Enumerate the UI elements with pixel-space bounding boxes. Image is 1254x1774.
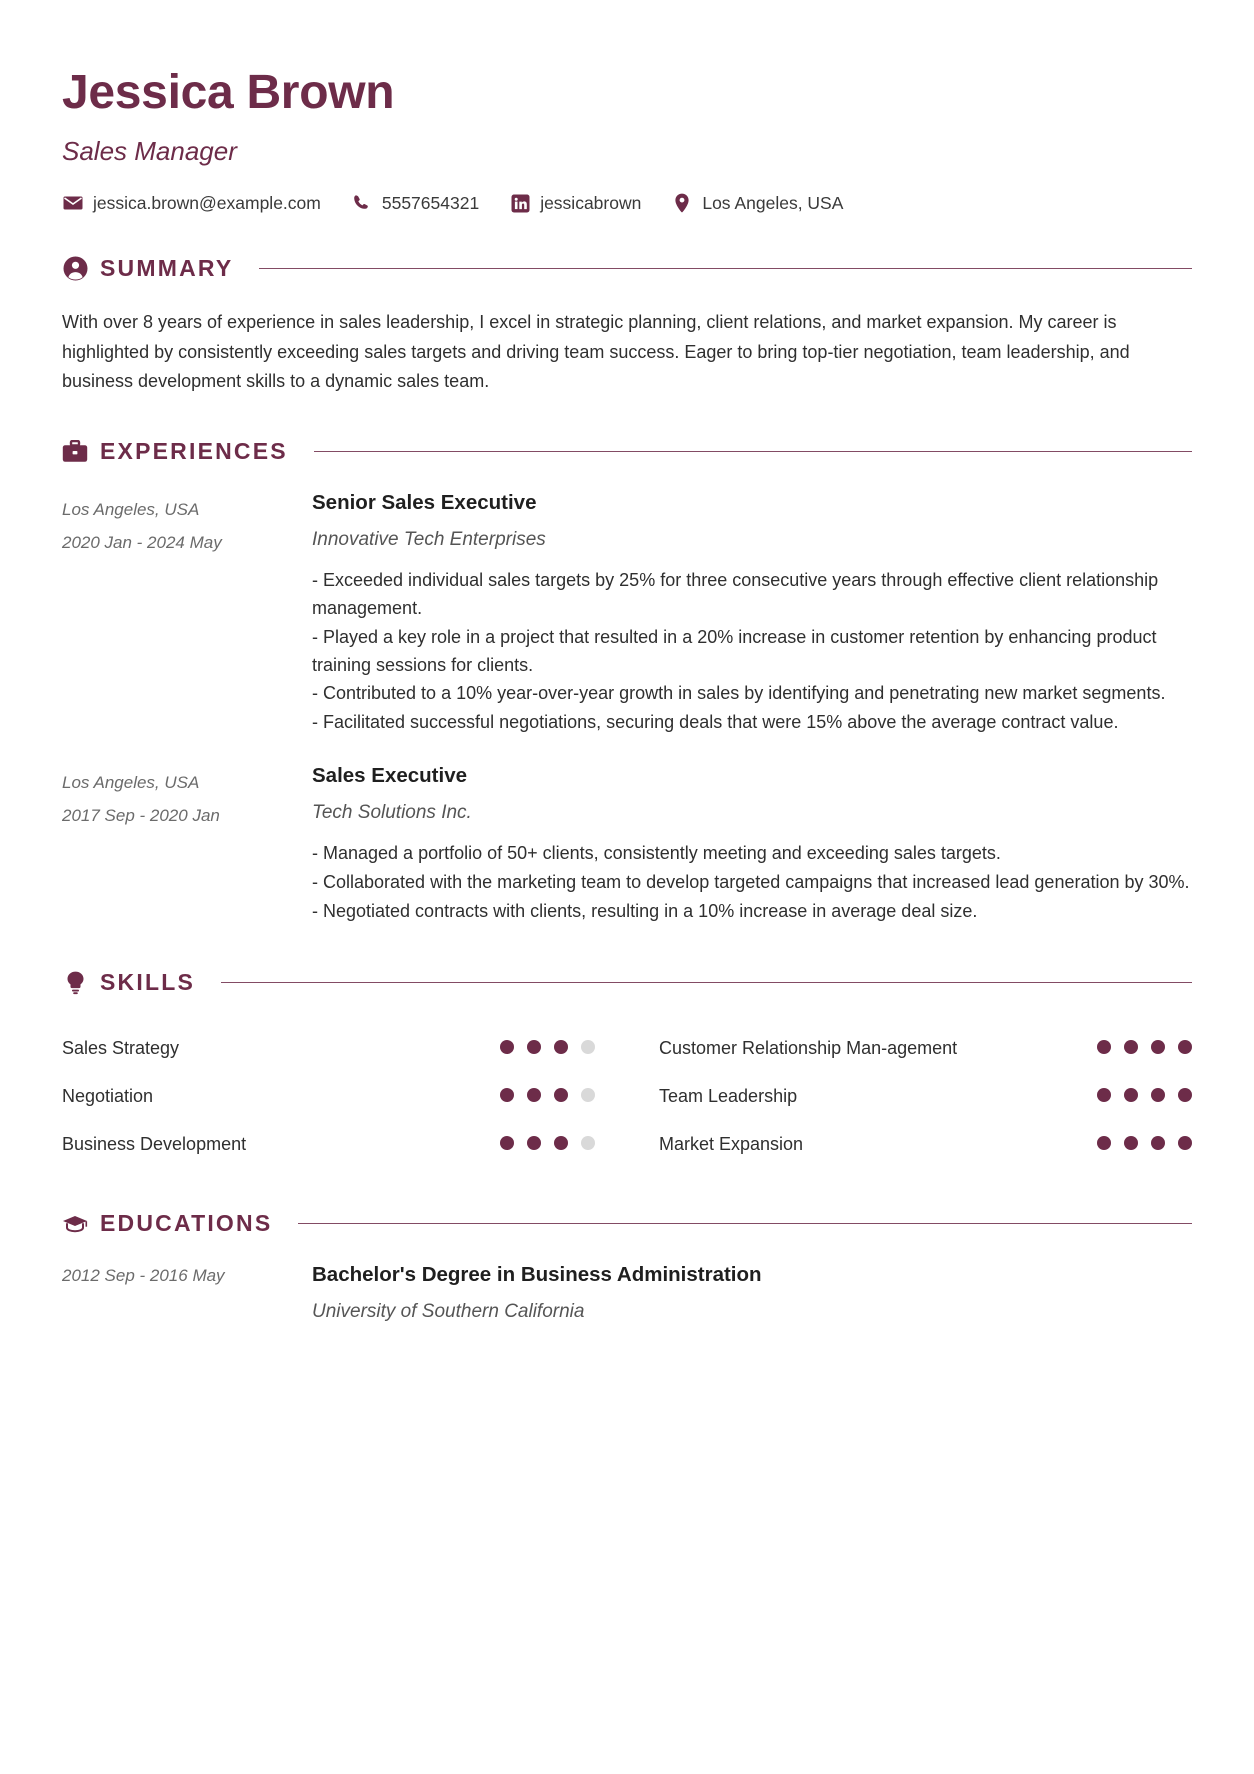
contact-location-text: Los Angeles, USA (702, 192, 844, 213)
location-pin-icon (671, 193, 693, 213)
skill-level-dots (1097, 1083, 1192, 1102)
experiences-title: EXPERIENCES (100, 437, 288, 464)
skill-dot (1124, 1088, 1138, 1102)
experience-title: Senior Sales Executive (312, 490, 537, 514)
skill-name: Team Leadership (659, 1085, 798, 1106)
skill-dot (581, 1136, 595, 1150)
summary-text: With over 8 years of experience in sales leadership, I excel in strategic planning, client relations, and market expansion. My career is highlighted by consistently exceeding sales targets and driving team success. Eager to bring top-tier negotiation, team leadership, and business development skills to a dynamic sales team. (62, 312, 1130, 391)
skill-dot (554, 1136, 568, 1150)
phone-icon (351, 193, 373, 213)
experience-bullet: - Negotiated contracts with clients, resulting in a 10% increase in average deal size. (312, 900, 978, 921)
summary-section-header (62, 255, 1192, 282)
summary-divider (259, 268, 1192, 269)
skill-row (659, 1024, 1192, 1072)
experience-bullet: - Managed a portfolio of 50+ clients, consistently meeting and exceeding sales targets. (312, 843, 1001, 864)
educations-section-header (62, 1210, 1192, 1237)
skill-dot (527, 1040, 541, 1054)
skill-dot (1097, 1088, 1111, 1102)
skill-level-dots (500, 1131, 595, 1150)
skill-row (62, 1024, 595, 1072)
skill-row (62, 1120, 595, 1168)
experience-dates: 2020 Jan - 2024 May (62, 533, 222, 552)
skill-dot (527, 1136, 541, 1150)
experience-dates: 2017 Sep - 2020 Jan (62, 806, 220, 826)
skill-dot (554, 1088, 568, 1102)
experience-bullets (312, 840, 1192, 926)
experience-meta (62, 764, 312, 927)
skill-level-dots (1097, 1035, 1192, 1054)
section-experiences (62, 438, 1192, 927)
graduation-cap-icon (62, 1211, 88, 1237)
section-summary (62, 255, 1192, 395)
experience-bullet: - Exceeded individual sales targets by 25% for three consecutive years through effective client relationship management. (312, 569, 1159, 618)
experience-meta (62, 491, 312, 738)
skill-row (659, 1072, 1192, 1120)
contact-linkedin-text: jessicabrown (540, 192, 642, 213)
experience-location: Los Angeles, USA (62, 773, 200, 793)
skill-row (62, 1072, 595, 1120)
skill-dot (1097, 1136, 1111, 1150)
resume-header (62, 68, 1192, 213)
experience-bullet: - Contributed to a 10% year-over-year growth in sales by identifying and penetrating new market segments. (312, 683, 1166, 704)
brain-idea-icon (62, 969, 88, 995)
experience-title: Sales Executive (312, 764, 467, 788)
experiences-divider (314, 451, 1192, 452)
section-skills (62, 969, 1192, 1168)
educations-divider (298, 1223, 1192, 1224)
skill-dot (1097, 1040, 1111, 1054)
skill-dot (1178, 1088, 1192, 1102)
education-body (312, 1263, 762, 1323)
skill-dot (527, 1088, 541, 1102)
skill-name: Business Development (62, 1134, 247, 1155)
skill-dot (1151, 1136, 1165, 1150)
skill-level-dots (500, 1035, 595, 1054)
contact-location[interactable] (671, 193, 843, 213)
skill-dot (1178, 1136, 1192, 1150)
skill-dot (1124, 1136, 1138, 1150)
skills-title: SKILLS (100, 968, 195, 995)
experience-bullet: - Facilitated successful negotiations, securing deals that were 15% above the average contract value. (312, 712, 1119, 733)
skill-dot (500, 1136, 514, 1150)
skill-level-dots (500, 1083, 595, 1102)
experience-bullet: - Played a key role in a project that resulted in a 20% increase in customer retention by enhancing product training sessions for clients. (312, 626, 1157, 675)
experience-bullets (312, 567, 1192, 737)
experiences-section-header (62, 438, 1192, 465)
person-circle-icon (62, 256, 88, 282)
experience-location: Los Angeles, USA (62, 499, 200, 519)
educations-title: EDUCATIONS (100, 1210, 273, 1237)
skill-name: Customer Relationship Man-agement (659, 1037, 958, 1058)
experience-organization: Innovative Tech Enterprises (312, 528, 546, 550)
contact-phone[interactable] (351, 193, 479, 213)
contact-phone-text: 5557654321 (381, 192, 480, 213)
linkedin-icon (509, 193, 531, 213)
education-title: Bachelor's Degree in Business Administration (312, 1263, 762, 1287)
contact-email-text: jessica.brown@example.com (93, 192, 321, 213)
skill-level-dots (1097, 1131, 1192, 1150)
skill-dot (500, 1040, 514, 1054)
candidate-role: Sales Manager (62, 136, 237, 167)
email-icon (62, 193, 84, 213)
skill-dot (581, 1040, 595, 1054)
briefcase-icon (62, 438, 88, 464)
contact-linkedin[interactable] (509, 193, 641, 213)
skill-dot (1151, 1040, 1165, 1054)
skill-name: Sales Strategy (62, 1037, 180, 1058)
education-dates: 2012 Sep - 2016 May (62, 1266, 225, 1286)
skills-section-header (62, 969, 1192, 996)
experience-item (62, 764, 1192, 927)
skill-name: Market Expansion (659, 1134, 804, 1155)
education-organization: University of Southern California (312, 1301, 585, 1323)
candidate-name: Jessica Brown (62, 66, 395, 119)
experience-body (312, 764, 1192, 927)
education-item (62, 1263, 1192, 1323)
skill-dot (554, 1040, 568, 1054)
skills-grid (62, 1024, 1192, 1168)
contact-row (62, 193, 1192, 213)
skill-dot (581, 1088, 595, 1102)
education-meta (62, 1263, 312, 1323)
contact-email[interactable] (62, 193, 321, 213)
experience-organization: Tech Solutions Inc. (312, 802, 472, 824)
skill-name: Negotiation (62, 1085, 154, 1106)
section-educations (62, 1210, 1192, 1323)
skill-dot (1124, 1040, 1138, 1054)
summary-title: SUMMARY (100, 255, 234, 282)
skill-dot (1151, 1088, 1165, 1102)
skill-row (659, 1120, 1192, 1168)
skills-divider (221, 982, 1192, 983)
experience-body (312, 491, 1192, 738)
skill-dot (500, 1088, 514, 1102)
skill-dot (1178, 1040, 1192, 1054)
experience-item (62, 491, 1192, 738)
experience-bullet: - Collaborated with the marketing team to develop targeted campaigns that increased lead generation by 30%. (312, 872, 1190, 893)
